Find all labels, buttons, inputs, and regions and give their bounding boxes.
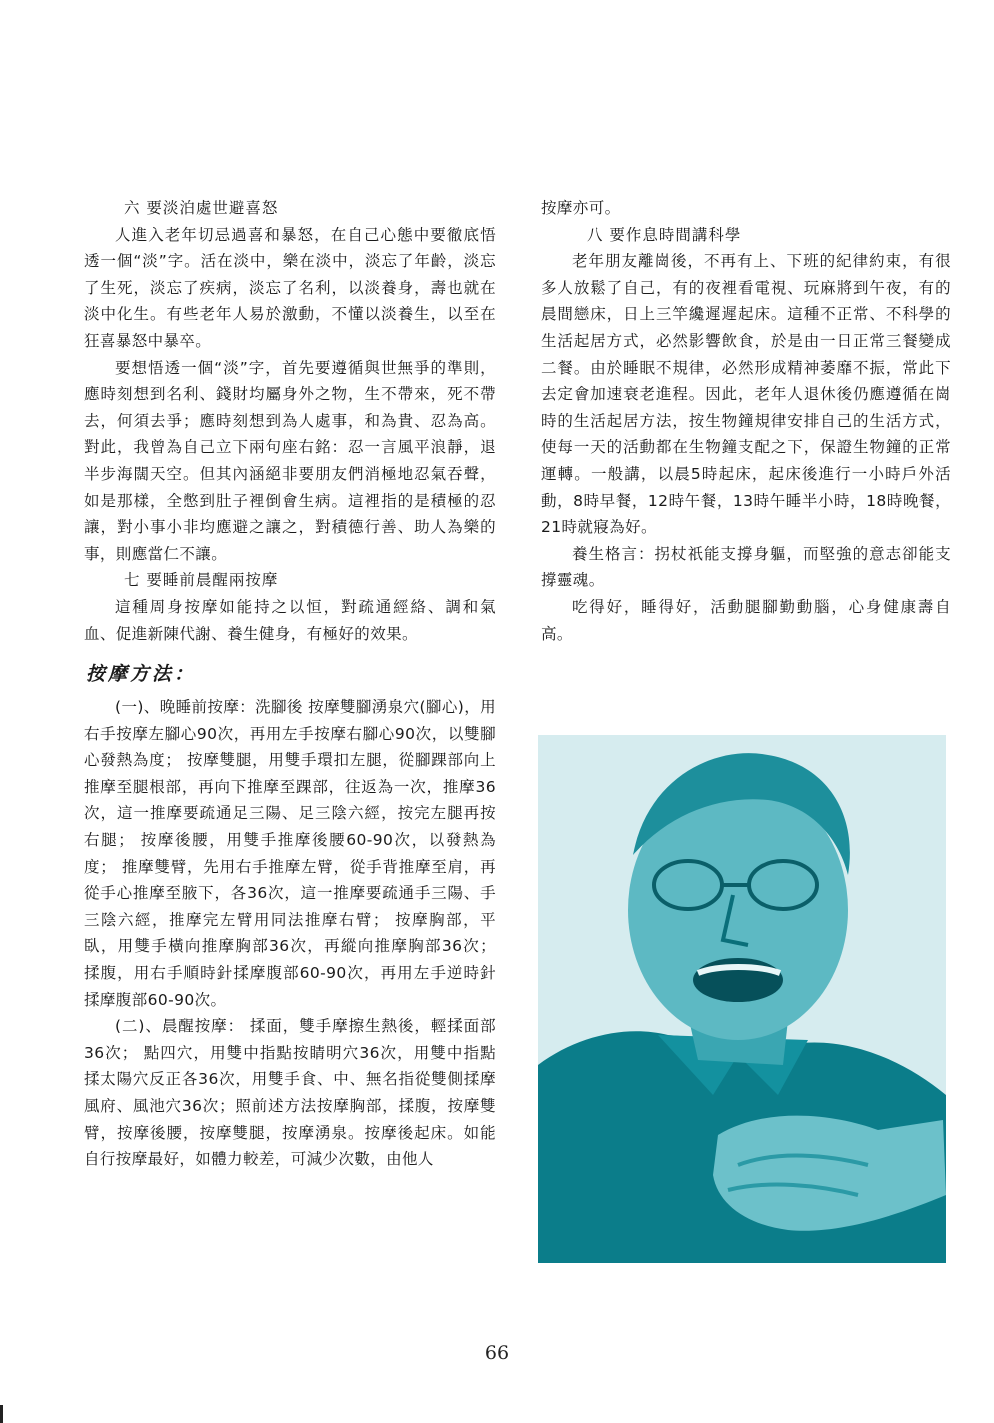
scan-edge-mark	[0, 1405, 3, 1423]
left-column	[84, 195, 496, 1173]
morning-massage-paragraph: (二)、晨醒按摩： 揉面，雙手摩擦生熱後，輕揉面部36次； 點四穴，用雙中指點按睛明穴36次，用雙中指點揉太陽穴反正各36次，用雙手食、中、無名指從雙側揉摩風府、風池穴36次；照前述方法按摩胸部，揉腹，按摩雙臂，按摩後腰，按摩雙腿，按摩湧泉。按摩後起床。如能自行按摩最好，如體力較差，可減少次數，由他人	[84, 1017, 496, 1169]
massage-method-title: 按摩方法：	[86, 663, 197, 686]
continued-text: 按摩亦可。	[541, 199, 621, 217]
section-7-heading: 七 要睡前晨醒兩按摩	[124, 571, 279, 590]
section-8-heading: 八 要作息時間講科學	[587, 225, 742, 244]
right-column	[541, 195, 951, 647]
evening-massage-paragraph: (一)、晚睡前按摩：洗腳後 按摩雙腳湧泉穴(腳心)，用右手按摩左腳心90次，再用左手按摩右腳心90次，以雙腳心發熱為度； 按摩雙腿，用雙手環扣左腿，從腳踝部向上推摩至腿根部，再向下推摩至踝部，往返為一次，推摩36次，這一推摩要疏通足三陽、足三陰六經，按完左腿再按右腿； 按摩後腰，用雙手推摩後腰60-90次，以發熱為度； 推摩雙臂，先用右手推摩左臂，從手背推摩至肩，再從手心推摩至腋下，各36次，這一推摩要疏通手三陽、手三陰六經，推摩完左臂用同法推摩右臂； 按摩胸部，平臥，用雙手橫向推摩胸部36次，再縱向推摩胸部36次； 揉腹，用右手順時針揉摩腹部60-90次，再用左手逆時針揉摩腹部60-90次。	[84, 698, 496, 1009]
section-6-heading: 六 要淡泊處世避喜怒	[124, 199, 279, 217]
portrait-photo	[538, 735, 946, 1263]
portrait-illustration	[538, 735, 946, 1263]
page-number: 66	[484, 1342, 510, 1364]
section-8-paragraph-1: 老年朋友離崗後，不再有上、下班的紀律約束，有很多人放鬆了自己，有的夜裡看電視、玩麻將到午夜，有的晨間戀床，日上三竿纔遲遲起床。這種不正常、不科學的生活起居方式，必然影響飲食，於是由一日正常三餐變成二餐。由於睡眠不規律，必然形成精神萎靡不振，常此下去定會加速衰老進程。因此，老年人退休後仍應遵循在崗時的生活起居方法，按生物鐘規律安排自己的生活方式，使每一天的活動都在生物鐘支配之下，保證生物鐘的正常運轉。一般講，以晨5時起床，起床後進行一小時戶外活動，8時早餐，12時午餐，13時午睡半小時，18時晚餐，21時就寢為好。	[541, 252, 951, 537]
section-7-paragraph-1: 這種周身按摩如能持之以恒，對疏通經絡、調和氣血、促進新陳代謝、養生健身，有極好的效果。	[84, 597, 496, 643]
section-6-paragraph-2: 要想悟透一個“淡”字，首先要遵循與世無爭的準則，應時刻想到名利、錢財均屬身外之物，生不帶來，死不帶去，何須去爭；應時刻想到為人處事，和為貴、忍為高。對此，我曾為自己立下兩句座右銘：忍一言風平浪靜，退半步海闊天空。但其內涵絕非要朋友們消極地忍氣吞聲，如是那樣，全憋到肚子裡倒會生病。這裡指的是積極的忍讓，對小事小非均應避之讓之，對積德行善、助人為樂的事，則應當仁不讓。	[84, 358, 496, 563]
health-motto: 養生格言：拐杖祇能支撐身軀，而堅強的意志卻能支撐靈魂。	[541, 544, 951, 590]
closing-verse: 吃得好，睡得好，活動腿腳勤動腦，心身健康壽自高。	[541, 597, 951, 643]
section-6-paragraph-1: 人進入老年切忌過喜和暴怒，在自己心態中要徹底悟透一個“淡”字。活在淡中，樂在淡中，淡忘了年齡，淡忘了生死，淡忘了疾病，淡忘了名利，以淡養身，壽也就在淡中化生。有些老年人易於激動，不懂以淡養生，以至在狂喜暴怒中暴卒。	[84, 225, 496, 350]
